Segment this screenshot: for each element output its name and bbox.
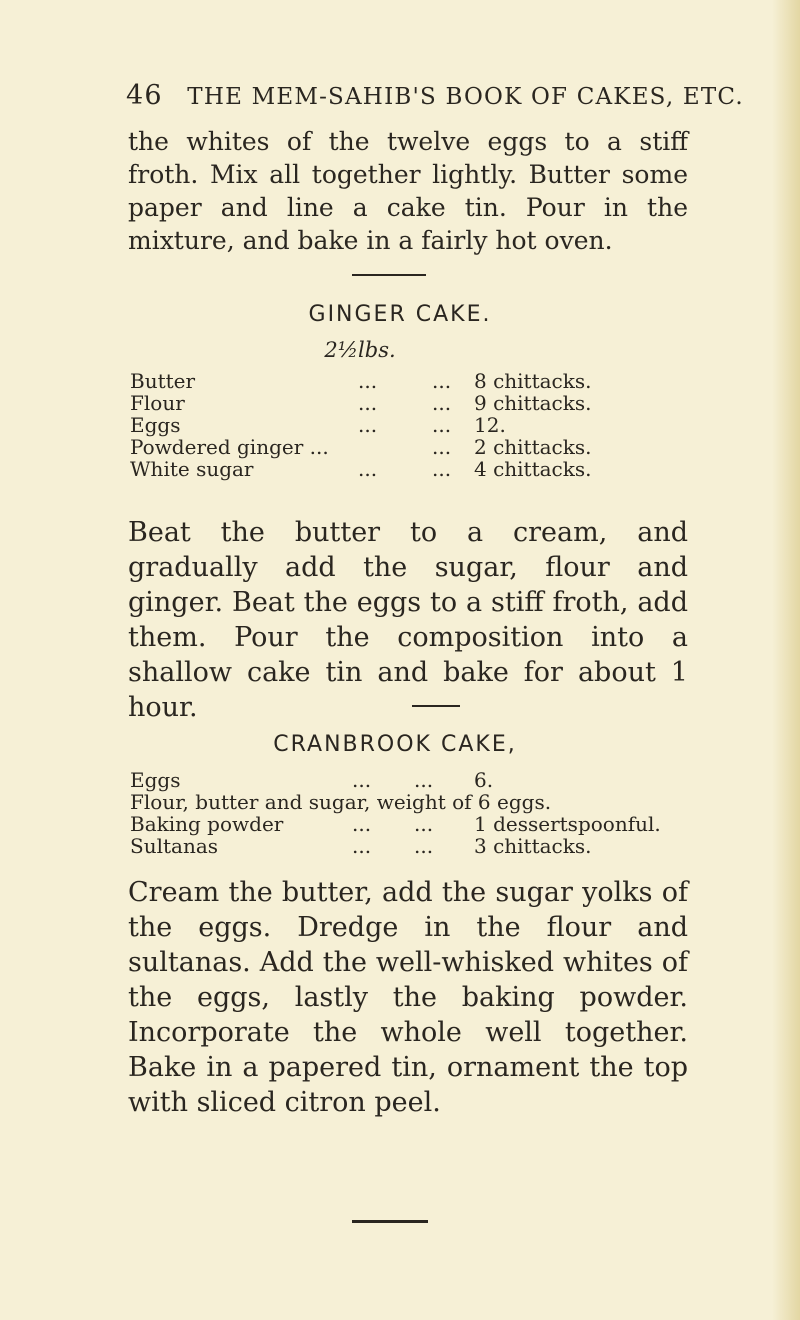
ginger-cake-heading: GINGER CAKE.: [308, 302, 492, 327]
ingredient-row: [130, 370, 690, 392]
ingredient-name: Sultanas: [130, 834, 219, 858]
ingredient-name: Powdered ginger ...: [130, 435, 329, 459]
running-head: [126, 80, 744, 111]
ingredient-name: Eggs: [130, 768, 181, 792]
leader-dots: ...: [358, 369, 378, 393]
ingredient-quantity: 9 chittacks.: [474, 391, 592, 415]
ingredient-name: Eggs: [130, 413, 181, 437]
ginger-cake-ingredients: [130, 370, 690, 480]
ingredient-quantity: 8 chittacks.: [474, 369, 592, 393]
leader-dots: ...: [358, 391, 378, 415]
leader-dots: ...: [352, 768, 372, 792]
leader-dots: ...: [432, 413, 452, 437]
leader-dots: ...: [352, 834, 372, 858]
leader-dots: ...: [432, 391, 452, 415]
ingredient-quantity: 1 dessertspoonful.: [474, 812, 661, 836]
ingredient-quantity: 6.: [474, 768, 494, 792]
ingredient-row: [130, 835, 690, 857]
leader-dots: ...: [414, 768, 434, 792]
ingredient-quantity: 4 chittacks.: [474, 457, 592, 481]
ingredient-row: [130, 436, 690, 458]
ingredient-row: [130, 769, 690, 791]
cranbrook-cake-method: Cream the butter, add the sugar yolks of the eggs. Dredge in the flour and sultanas. Add the well-whisked whites of the eggs, lastly the baking powder. Incorporate the whole well together. Bake in a papered tin, ornament the top with sliced citron peel.: [128, 877, 688, 1118]
ingredient-row: [130, 813, 690, 835]
ingredient-quantity: 12.: [474, 413, 506, 437]
ingredient-row: [130, 392, 690, 414]
leader-dots: ...: [352, 812, 372, 836]
leader-dots: ...: [358, 457, 378, 481]
leader-dots: ...: [414, 834, 434, 858]
ingredient-row: [130, 791, 690, 813]
ingredient-quantity: 2 chittacks.: [474, 435, 592, 459]
leader-dots: ...: [358, 413, 378, 437]
ingredient-name: Flour: [130, 391, 185, 415]
section-divider: [412, 705, 460, 707]
leader-dots: ...: [432, 435, 452, 459]
leader-dots: ...: [432, 369, 452, 393]
intro-paragraph: the whites of the twelve eggs to a stiff froth. Mix all together lightly. Butter some paper and line a cake tin. Pour in the mixture, and bake in a fairly hot oven.: [128, 127, 688, 255]
leader-dots: ...: [414, 812, 434, 836]
page-edge-shadow: [772, 0, 800, 1320]
ingredient-name: Baking powder: [130, 812, 284, 836]
page-number: 46: [126, 80, 163, 111]
ingredient-name: Butter: [130, 369, 196, 393]
ingredient-row: [130, 414, 690, 436]
ginger-cake-method: Beat the butter to a cream, and gradually add the sugar, flour and ginger. Beat the eggs to a stiff froth, add them. Pour the composition into a shallow cake tin and bake for about 1 hour.: [128, 517, 688, 723]
cranbrook-cake-ingredients: [130, 769, 690, 857]
ingredient-quantity: 3 chittacks.: [474, 834, 592, 858]
section-divider: [352, 1220, 428, 1223]
ingredient-row: [130, 458, 690, 480]
section-divider: [352, 274, 426, 276]
cranbrook-cake-heading: CRANBROOK CAKE,: [273, 732, 517, 757]
leader-dots: ...: [432, 457, 452, 481]
ginger-cake-weight: 2½lbs.: [324, 338, 396, 362]
book-title: THE MEM-SAHIB'S BOOK OF CAKES, ETC.: [187, 84, 744, 110]
ingredient-name: Flour, butter and sugar, weight of 6 eggs.: [130, 790, 552, 814]
ingredient-name: White sugar: [130, 457, 254, 481]
